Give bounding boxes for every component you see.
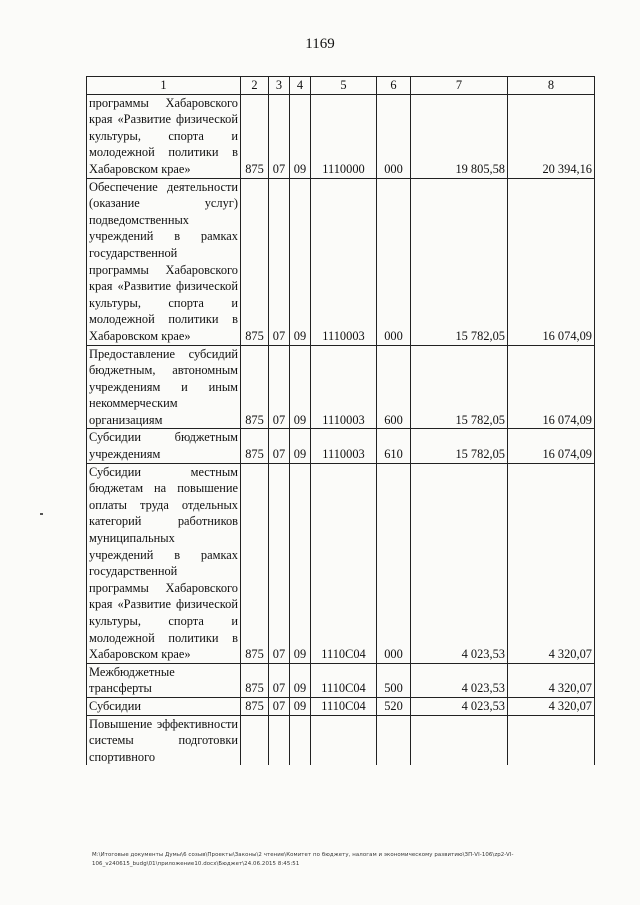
cell-amount-1: 19 805,58 (411, 94, 508, 178)
cell-expense-type: 000 (377, 178, 411, 345)
cell-subsection: 09 (290, 463, 311, 663)
cell-section: 07 (269, 429, 290, 463)
cell-subsection: 09 (290, 94, 311, 178)
cell-subsection: 09 (290, 345, 311, 429)
empty-cell (269, 715, 290, 765)
row-name: Субсидии (87, 697, 241, 715)
cell-expense-type: 500 (377, 663, 411, 697)
scan-speck (40, 513, 43, 515)
cell-amount-1: 15 782,05 (411, 178, 508, 345)
empty-cell (377, 715, 411, 765)
cell-amount-2: 4 320,07 (508, 663, 595, 697)
empty-cell (311, 715, 377, 765)
col-header: 2 (241, 77, 269, 95)
row-name: Повышение эффективности системы подготовки спортивного (87, 715, 241, 765)
row-name: Субсидии местным бюджетам на повышение оплаты труда отдельных категорий работников муниципальных учреждений в рамках государственной программы Хабаровского края «Развитие физической культуры, спорта и молодежной политики в Хабаровском крае» (87, 463, 241, 663)
col-header: 4 (290, 77, 311, 95)
cell-amount-2: 16 074,09 (508, 345, 595, 429)
file-path-footer: M:\Итоговые документы Думы\6 созыв\Проекты\Законы\2 чтение\Комитет по бюджету, налогам и экономическому развитию\ЗП-VI-106\zp2-VI-106_v240615_budg\01\приложение10.docx\Бюджет\24.06.2015 8:45:51 (92, 852, 514, 867)
table-row (87, 463, 595, 663)
page-number: 1169 (305, 36, 335, 52)
empty-cell (508, 715, 595, 765)
table-row (87, 697, 595, 715)
cell-expense-type: 610 (377, 429, 411, 463)
table-row-continued (87, 715, 595, 765)
col-header: 7 (411, 77, 508, 95)
cell-amount-1: 4 023,53 (411, 463, 508, 663)
cell-target-article: 1110003 (311, 345, 377, 429)
empty-cell (411, 715, 508, 765)
cell-amount-2: 16 074,09 (508, 178, 595, 345)
cell-expense-type: 600 (377, 345, 411, 429)
table-row (87, 429, 595, 463)
cell-admin-code: 875 (241, 178, 269, 345)
cell-subsection: 09 (290, 429, 311, 463)
empty-cell (290, 715, 311, 765)
cell-target-article: 1110003 (311, 178, 377, 345)
cell-admin-code: 875 (241, 463, 269, 663)
row-name: Субсидии бюджетным учреждениям (87, 429, 241, 463)
cell-amount-2: 16 074,09 (508, 429, 595, 463)
cell-target-article: 1110000 (311, 94, 377, 178)
col-header: 3 (269, 77, 290, 95)
cell-expense-type: 000 (377, 94, 411, 178)
budget-table (86, 76, 595, 765)
cell-admin-code: 875 (241, 429, 269, 463)
header-row (87, 77, 595, 95)
table-row (87, 345, 595, 429)
cell-admin-code: 875 (241, 697, 269, 715)
cell-amount-2: 20 394,16 (508, 94, 595, 178)
empty-cell (241, 715, 269, 765)
cell-admin-code: 875 (241, 94, 269, 178)
row-name: Обеспечение деятельности (оказание услуг) подведомственных учреждений в рамках государственной программы Хабаровского края «Развитие физической культуры, спорта и молодежной политики в Хабаровском крае» (87, 178, 241, 345)
col-header: 1 (87, 77, 241, 95)
cell-amount-2: 4 320,07 (508, 463, 595, 663)
cell-section: 07 (269, 663, 290, 697)
col-header: 6 (377, 77, 411, 95)
cell-section: 07 (269, 94, 290, 178)
cell-target-article: 1110С04 (311, 697, 377, 715)
cell-admin-code: 875 (241, 663, 269, 697)
table-row (87, 94, 595, 178)
cell-expense-type: 520 (377, 697, 411, 715)
cell-expense-type: 000 (377, 463, 411, 663)
cell-section: 07 (269, 697, 290, 715)
cell-amount-1: 15 782,05 (411, 345, 508, 429)
cell-amount-1: 15 782,05 (411, 429, 508, 463)
cell-amount-1: 4 023,53 (411, 663, 508, 697)
cell-target-article: 1110003 (311, 429, 377, 463)
cell-subsection: 09 (290, 697, 311, 715)
cell-subsection: 09 (290, 663, 311, 697)
table-row (87, 178, 595, 345)
row-name: Межбюджетные трансферты (87, 663, 241, 697)
cell-admin-code: 875 (241, 345, 269, 429)
col-header: 5 (311, 77, 377, 95)
cell-section: 07 (269, 463, 290, 663)
row-name: Предоставление субсидий бюджетным, автономным учреждениям и иным некоммерческим организациям (87, 345, 241, 429)
cell-target-article: 1110С04 (311, 663, 377, 697)
cell-section: 07 (269, 178, 290, 345)
cell-section: 07 (269, 345, 290, 429)
cell-subsection: 09 (290, 178, 311, 345)
row-name: программы Хабаровского края «Развитие физической культуры, спорта и молодежной политики в Хабаровском крае» (87, 94, 241, 178)
cell-amount-2: 4 320,07 (508, 697, 595, 715)
table-row (87, 663, 595, 697)
cell-amount-1: 4 023,53 (411, 697, 508, 715)
col-header: 8 (508, 77, 595, 95)
cell-target-article: 1110С04 (311, 463, 377, 663)
